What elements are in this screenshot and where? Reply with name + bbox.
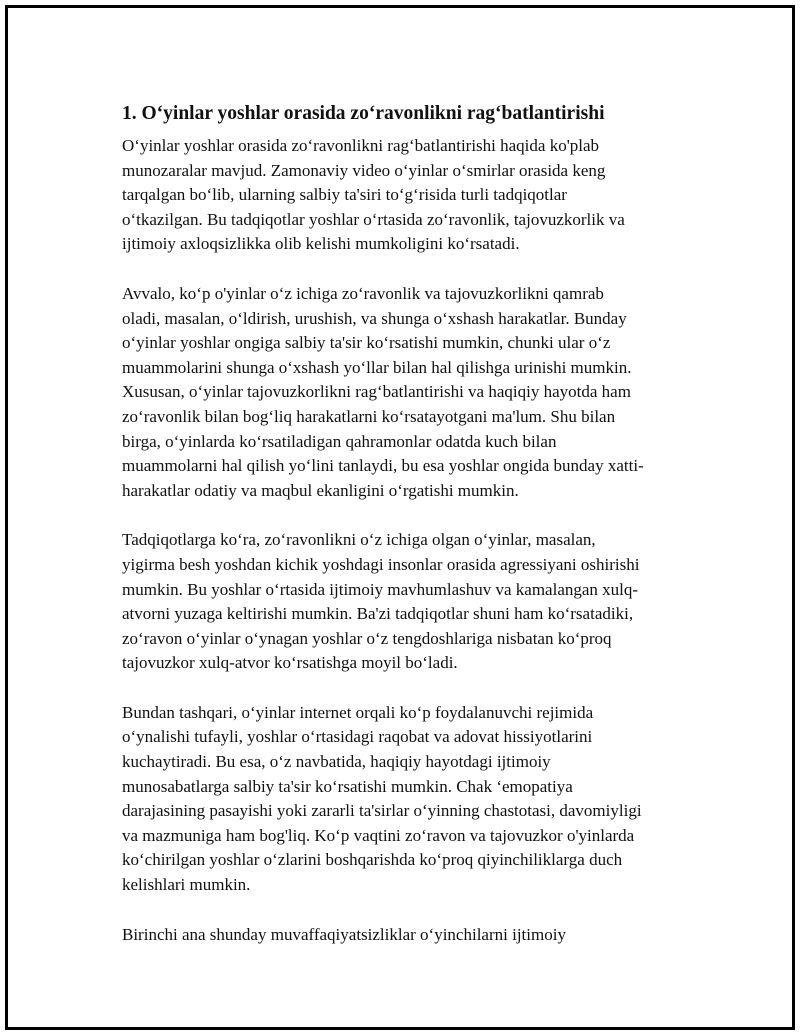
text-line: va mazmuniga ham bog'liq. Ko‘p vaqtini zo‘ravon va tajovuzkor o'yinlarda: [122, 825, 635, 845]
text-line: Birinchi ana shunday muvaffaqiyatsizliklar o‘yinchilarni ijtimoiy: [122, 924, 566, 944]
text-line: mumkin. Bu yoshlar o‘rtasida ijtimoiy mavhumlashuv va kamalangan xulq-: [122, 579, 639, 599]
text-line: muammolarini shunga o‘xshash yo‘llar bilan hal qilishga urinishi mumkin.: [122, 357, 632, 377]
text-line: o‘ynalishi tufayli, yoshlar o‘rtasidagi raqobat va adovat hissiyotlarini: [122, 727, 593, 747]
page-frame: [5, 5, 795, 1030]
text-line: munozaralar mavjud. Zamonaviy video o‘yinlar o‘smirlar orasida keng: [122, 160, 606, 180]
text-line: munosabatlarga salbiy ta'sir ko‘rsatishi mumkin. Chak ‘emopatiya: [122, 776, 573, 796]
document-body: [122, 100, 702, 972]
text-line: Tadqiqotlarga ko‘ra, zo‘ravonlikni o‘z ichiga olgan o‘yinlar, masalan,: [122, 530, 596, 550]
paragraph-1: [122, 134, 702, 257]
text-line: harakatlar odatiy va maqbul ekanligini o‘rgatishi mumkin.: [122, 480, 519, 500]
text-line: o‘tkazilgan. Bu tadqiqotlar yoshlar o‘rtasida zo‘ravonlik, tajovuzkorlik va: [122, 209, 625, 229]
text-line: oladi, masalan, o‘ldirish, urushish, va shunga o‘xshash harakatlar. Bunday: [122, 308, 627, 328]
text-line: Avvalo, ko‘p o'yinlar o‘z ichiga zo‘ravonlik va tajovuzkorlikni qamrab: [122, 283, 604, 303]
text-line: Bundan tashqari, o‘yinlar internet orqali ko‘p foydalanuvchi rejimida: [122, 702, 594, 722]
paragraph-2: [122, 282, 702, 503]
text-line: o‘yinlar yoshlar ongiga salbiy ta'sir ko‘rsatishi mumkin, chunki ular o‘z: [122, 333, 611, 353]
text-line: yigirma besh yoshdan kichik yoshdagi insonlar orasida agressiyani oshirishi: [122, 554, 640, 574]
text-line: ijtimoiy axloqsizlikka olib kelishi mumkoligini ko‘rsatadi.: [122, 234, 520, 254]
text-line: kelishlari mumkin.: [122, 875, 251, 895]
text-line: kuchaytiradi. Bu esa, o‘z navbatida, haqiqiy hayotdagi ijtimoiy: [122, 752, 551, 772]
section-heading: 1. O‘yinlar yoshlar orasida zo‘ravonlikni rag‘batlantirishi: [122, 103, 605, 124]
text-line: tarqalgan bo‘lib, ularning salbiy ta'siri to‘g‘risida turli tadqiqotlar: [122, 185, 567, 205]
text-line: atvorni yuzaga keltirishi mumkin. Ba'zi tadqiqotlar shuni ham ko‘rsatadiki,: [122, 604, 634, 624]
text-line: zo‘ravon o‘yinlar o‘ynagan yoshlar o‘z tengdoshlariga nisbatan ko‘proq: [122, 628, 612, 648]
text-line: tajovuzkor xulq-atvor ko‘rsatishga moyil bo‘ladi.: [122, 653, 458, 673]
text-line: darajasining pasayishi yoki zararli ta'sirlar o‘yinning chastotasi, davomiyligi: [122, 801, 642, 821]
paragraph-4: [122, 701, 702, 898]
paragraph-5: [122, 923, 702, 948]
text-line: ko‘chirilgan yoshlar o‘zlarini boshqarishda ko‘proq qiyinchiliklarga duch: [122, 850, 623, 870]
text-line: zo‘ravonlik bilan bog‘liq harakatlarni ko‘rsatayotgani ma'lum. Shu bilan: [122, 406, 616, 426]
paragraph-3: [122, 528, 702, 676]
text-line: muammolarni hal qilish yo‘lini tanlaydi, bu esa yoshlar ongida bunday xatti-: [122, 456, 644, 476]
text-line: O‘yinlar yoshlar orasida zo‘ravonlikni rag‘batlantirishi haqida ko'plab: [122, 136, 600, 155]
text-line: Xususan, o‘yinlar tajovuzkorlikni rag‘batlantirishi va haqiqiy hayotda ham: [122, 382, 631, 402]
text-line: birga, o‘yinlarda ko‘rsatiladigan qahramonlar odatda kuch bilan: [122, 431, 557, 451]
